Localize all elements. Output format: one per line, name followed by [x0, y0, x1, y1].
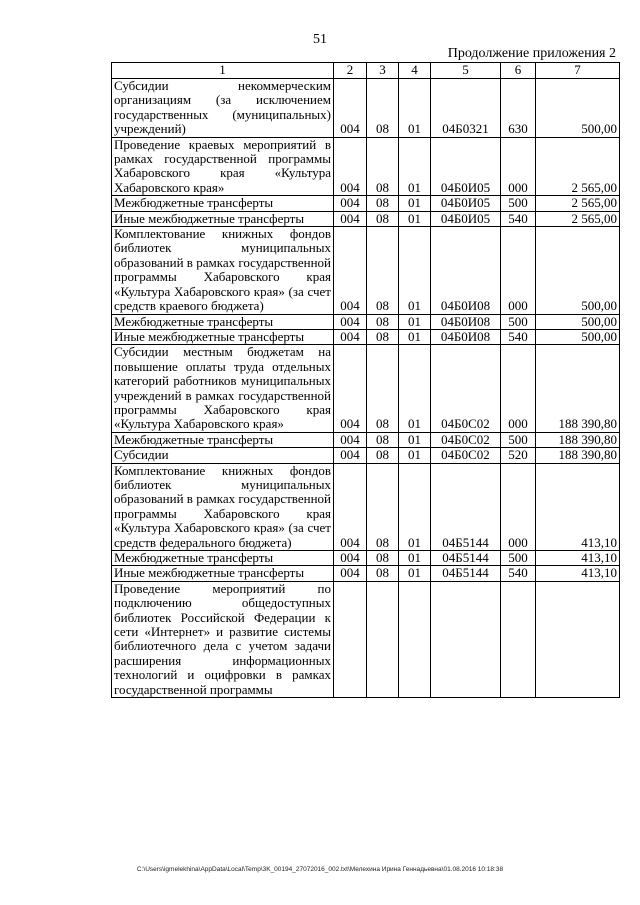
table-row	[112, 448, 620, 463]
section-code-cell	[367, 581, 399, 697]
amount-cell: 188 390,80	[536, 448, 620, 463]
section-code-cell: 08	[367, 448, 399, 463]
expense-type-cell: 540	[501, 566, 536, 581]
ministry-code-cell: 004	[334, 314, 367, 329]
section-code-cell: 08	[367, 345, 399, 432]
amount-cell: 2 565,00	[536, 196, 620, 211]
subsection-code-cell: 01	[399, 432, 431, 447]
ministry-code-cell: 004	[334, 432, 367, 447]
subsection-code-cell: 01	[399, 551, 431, 566]
item-name-cell: Иные межбюджетные трансферты	[112, 566, 334, 581]
target-article-cell: 04Б0И08	[431, 329, 501, 344]
subsection-code-cell: 01	[399, 227, 431, 314]
item-name-cell: Иные межбюджетные трансферты	[112, 329, 334, 344]
expense-type-cell: 000	[501, 227, 536, 314]
header-cell: 2	[334, 63, 367, 79]
expense-type-cell: 540	[501, 329, 536, 344]
continuation-label: Продолжение приложения 2	[447, 46, 616, 61]
table-row	[112, 432, 620, 447]
item-name-cell: Субсидии некоммерческим организациям (за исключением государственных (муниципальных) учреждений)	[112, 79, 334, 138]
section-code-cell: 08	[367, 227, 399, 314]
target-article-cell: 04Б5144	[431, 566, 501, 581]
amount-cell	[536, 581, 620, 697]
item-name-cell: Иные межбюджетные трансферты	[112, 211, 334, 226]
section-code-cell: 08	[367, 329, 399, 344]
amount-cell: 413,10	[536, 463, 620, 550]
item-name-cell: Комплектование книжных фондов библиотек муниципальных образований в рамках государственной программы Хабаровского края «Культура Хабаровского края» (за счет средств краевого бюджета)	[112, 227, 334, 314]
expense-type-cell: 000	[501, 463, 536, 550]
expense-type-cell: 500	[501, 196, 536, 211]
subsection-code-cell: 01	[399, 137, 431, 196]
ministry-code-cell: 004	[334, 211, 367, 226]
amount-cell: 500,00	[536, 79, 620, 138]
expense-type-cell: 000	[501, 137, 536, 196]
table-row	[112, 329, 620, 344]
ministry-code-cell: 004	[334, 448, 367, 463]
target-article-cell: 04Б0И05	[431, 211, 501, 226]
section-code-cell: 08	[367, 551, 399, 566]
item-name-cell: Субсидии местным бюджетам на повышение оплаты труда отдельных категорий работников муниципальных учреждений в рамках государственной программы Хабаровского края «Культура Хабаровского края»	[112, 345, 334, 432]
ministry-code-cell: 004	[334, 227, 367, 314]
ministry-code-cell: 004	[334, 79, 367, 138]
amount-cell: 188 390,80	[536, 345, 620, 432]
section-code-cell: 08	[367, 463, 399, 550]
item-name-cell: Межбюджетные трансферты	[112, 432, 334, 447]
table-row	[112, 566, 620, 581]
table-header-row	[112, 63, 620, 79]
section-code-cell: 08	[367, 196, 399, 211]
header-cell: 4	[399, 63, 431, 79]
expense-type-cell: 520	[501, 448, 536, 463]
budget-table	[111, 62, 620, 698]
section-code-cell: 08	[367, 432, 399, 447]
header-cell: 6	[501, 63, 536, 79]
expense-type-cell: 500	[501, 551, 536, 566]
table-row	[112, 227, 620, 314]
amount-cell: 2 565,00	[536, 211, 620, 226]
subsection-code-cell: 01	[399, 211, 431, 226]
table-row	[112, 463, 620, 550]
target-article-cell: 04Б0И05	[431, 196, 501, 211]
item-name-cell: Межбюджетные трансферты	[112, 314, 334, 329]
header-cell: 3	[367, 63, 399, 79]
target-article-cell: 04Б5144	[431, 551, 501, 566]
item-name-cell: Комплектование книжных фондов библиотек муниципальных образований в рамках государственной программы Хабаровского края «Культура Хабаровского края» (за счет средств федерального бюджета)	[112, 463, 334, 550]
expense-type-cell: 000	[501, 345, 536, 432]
amount-cell: 413,10	[536, 566, 620, 581]
target-article-cell: 04Б0И08	[431, 227, 501, 314]
section-code-cell: 08	[367, 314, 399, 329]
amount-cell: 413,10	[536, 551, 620, 566]
target-article-cell: 04Б0С02	[431, 432, 501, 447]
item-name-cell: Субсидии	[112, 448, 334, 463]
amount-cell: 500,00	[536, 227, 620, 314]
expense-type-cell: 500	[501, 314, 536, 329]
amount-cell: 500,00	[536, 314, 620, 329]
section-code-cell: 08	[367, 79, 399, 138]
section-code-cell: 08	[367, 211, 399, 226]
ministry-code-cell: 004	[334, 345, 367, 432]
table-row	[112, 211, 620, 226]
subsection-code-cell: 01	[399, 448, 431, 463]
expense-type-cell: 500	[501, 432, 536, 447]
target-article-cell: 04Б0321	[431, 79, 501, 138]
table-row	[112, 314, 620, 329]
target-article-cell: 04Б0И05	[431, 137, 501, 196]
subsection-code-cell: 01	[399, 196, 431, 211]
ministry-code-cell: 004	[334, 137, 367, 196]
table-row	[112, 345, 620, 432]
header-cell: 7	[536, 63, 620, 79]
item-name-cell: Межбюджетные трансферты	[112, 551, 334, 566]
header-cell: 1	[112, 63, 334, 79]
table-row	[112, 551, 620, 566]
expense-type-cell: 540	[501, 211, 536, 226]
subsection-code-cell: 01	[399, 329, 431, 344]
page-number: 51	[313, 32, 327, 47]
subsection-code-cell: 01	[399, 345, 431, 432]
target-article-cell: 04Б0С02	[431, 345, 501, 432]
ministry-code-cell: 004	[334, 463, 367, 550]
ministry-code-cell: 004	[334, 551, 367, 566]
table-row	[112, 196, 620, 211]
expense-type-cell: 630	[501, 79, 536, 138]
item-name-cell: Проведение мероприятий по подключению общедоступных библиотек Российской Федерации к сети «Интернет» и развитие системы библиотечного дела с учетом задачи расширения информационных технологий и оцифровки в рамках государственной программы	[112, 581, 334, 697]
file-path-footer: C:\Users\igmelekhina\AppData\Local\Temp\3K_00194_27072016_002.txt\Мелехина Ирина Геннадьевна\01.08.2016 10:18:38	[136, 866, 504, 873]
table-row	[112, 137, 620, 196]
ministry-code-cell: 004	[334, 566, 367, 581]
subsection-code-cell	[399, 581, 431, 697]
target-article-cell: 04Б0С02	[431, 448, 501, 463]
ministry-code-cell	[334, 581, 367, 697]
subsection-code-cell: 01	[399, 566, 431, 581]
target-article-cell	[431, 581, 501, 697]
amount-cell: 500,00	[536, 329, 620, 344]
item-name-cell: Проведение краевых мероприятий в рамках государственной программы Хабаровского края «Культура Хабаровского края»	[112, 137, 334, 196]
subsection-code-cell: 01	[399, 314, 431, 329]
ministry-code-cell: 004	[334, 196, 367, 211]
section-code-cell: 08	[367, 137, 399, 196]
subsection-code-cell: 01	[399, 463, 431, 550]
target-article-cell: 04Б5144	[431, 463, 501, 550]
expense-type-cell	[501, 581, 536, 697]
table-row	[112, 581, 620, 697]
target-article-cell: 04Б0И08	[431, 314, 501, 329]
item-name-cell: Межбюджетные трансферты	[112, 196, 334, 211]
ministry-code-cell: 004	[334, 329, 367, 344]
section-code-cell: 08	[367, 566, 399, 581]
header-cell: 5	[431, 63, 501, 79]
subsection-code-cell: 01	[399, 79, 431, 138]
amount-cell: 2 565,00	[536, 137, 620, 196]
amount-cell: 188 390,80	[536, 432, 620, 447]
table-row	[112, 79, 620, 138]
